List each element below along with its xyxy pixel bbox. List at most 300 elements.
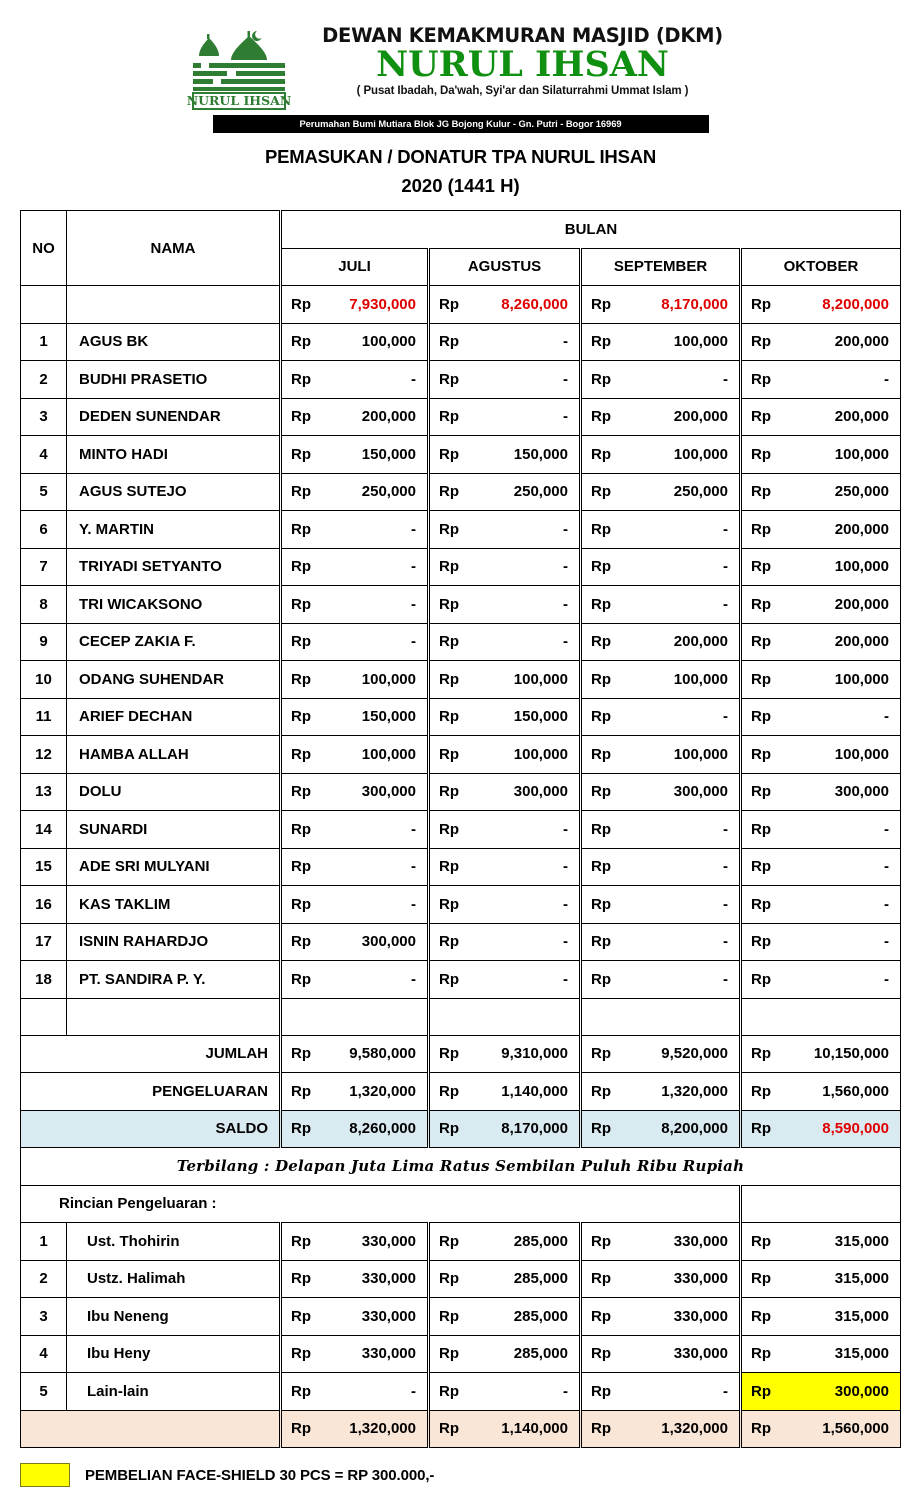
currency-symbol: Rp — [741, 586, 777, 624]
currency-symbol: Rp — [581, 1073, 617, 1111]
currency-symbol: Rp — [741, 361, 777, 399]
finance-table-body — [21, 211, 901, 1448]
amount-cell: 100,000 — [617, 736, 741, 774]
amount-cell: 1,320,000 — [317, 1073, 429, 1111]
row-no: 1 — [21, 323, 67, 361]
currency-symbol: Rp — [281, 323, 317, 361]
currency-symbol: Rp — [741, 1260, 777, 1298]
table-row — [21, 361, 901, 399]
table-row — [21, 473, 901, 511]
table-row — [21, 811, 901, 849]
amount-cell: 250,000 — [617, 473, 741, 511]
header-month: JULI — [281, 248, 429, 286]
table-row — [21, 511, 901, 549]
amount-cell: 8,590,000 — [777, 1110, 901, 1148]
logo-caption: NURUL IHSAN — [186, 93, 291, 108]
currency-symbol: Rp — [429, 698, 465, 736]
header-no: NO — [21, 211, 67, 286]
currency-symbol: Rp — [741, 436, 777, 474]
currency-symbol: Rp — [581, 1373, 617, 1411]
amount-cell: - — [465, 886, 581, 924]
amount-cell: 330,000 — [317, 1223, 429, 1261]
address-bar: Perumahan Bumi Mutiara Blok JG Bojong Kulur - Gn. Putri - Bogor 16969 — [213, 115, 709, 133]
row-nama: Ibu Neneng — [67, 1298, 281, 1336]
amount-cell: - — [777, 923, 901, 961]
currency-symbol — [281, 998, 317, 1035]
amount-cell: 8,170,000 — [617, 286, 741, 324]
currency-symbol: Rp — [429, 848, 465, 886]
amount-cell: - — [317, 886, 429, 924]
amount-cell: 250,000 — [317, 473, 429, 511]
finance-table — [20, 210, 901, 1448]
row-nama: HAMBA ALLAH — [67, 736, 281, 774]
amount-cell: 315,000 — [777, 1260, 901, 1298]
amount-cell: 10,150,000 — [777, 1035, 901, 1073]
amount-cell: - — [777, 698, 901, 736]
currency-symbol: Rp — [581, 661, 617, 699]
amount-cell — [317, 998, 429, 1035]
amount-cell: - — [617, 1373, 741, 1411]
row-nama: ADE SRI MULYANI — [67, 848, 281, 886]
row-no: 18 — [21, 961, 67, 999]
row-nama: ARIEF DECHAN — [67, 698, 281, 736]
amount-cell: 200,000 — [777, 623, 901, 661]
currency-symbol: Rp — [741, 1110, 777, 1148]
amount-cell: 1,320,000 — [617, 1073, 741, 1111]
row-no: 3 — [21, 398, 67, 436]
currency-symbol: Rp — [741, 398, 777, 436]
rincian-row — [21, 1185, 901, 1223]
amount-cell: - — [465, 923, 581, 961]
currency-symbol: Rp — [581, 923, 617, 961]
summary-label: PENGELUARAN — [21, 1073, 281, 1111]
currency-symbol: Rp — [741, 773, 777, 811]
amount-cell: - — [777, 961, 901, 999]
amount-cell: 100,000 — [617, 661, 741, 699]
currency-symbol: Rp — [741, 886, 777, 924]
amount-cell: 300,000 — [465, 773, 581, 811]
currency-symbol: Rp — [581, 473, 617, 511]
amount-cell: - — [317, 623, 429, 661]
amount-cell: 285,000 — [465, 1260, 581, 1298]
currency-symbol: Rp — [281, 623, 317, 661]
amount-cell: 315,000 — [777, 1298, 901, 1336]
currency-symbol: Rp — [741, 1335, 777, 1373]
amount-cell: - — [465, 848, 581, 886]
amount-cell: - — [317, 1373, 429, 1411]
currency-symbol: Rp — [281, 811, 317, 849]
amount-cell: 100,000 — [465, 661, 581, 699]
currency-symbol: Rp — [281, 1110, 317, 1148]
row-no: 2 — [21, 1260, 67, 1298]
table-row — [21, 923, 901, 961]
expense-row — [21, 1298, 901, 1336]
amount-cell: - — [777, 361, 901, 399]
header-month: AGUSTUS — [429, 248, 581, 286]
currency-symbol: Rp — [581, 773, 617, 811]
currency-symbol: Rp — [741, 548, 777, 586]
currency-symbol: Rp — [581, 886, 617, 924]
row-no: 15 — [21, 848, 67, 886]
amount-cell: 330,000 — [617, 1298, 741, 1336]
amount-cell: 100,000 — [777, 661, 901, 699]
currency-symbol: Rp — [281, 398, 317, 436]
summary-row — [21, 1035, 901, 1073]
currency-symbol: Rp — [581, 361, 617, 399]
amount-cell: 330,000 — [617, 1223, 741, 1261]
row-no — [21, 286, 67, 324]
currency-symbol: Rp — [581, 511, 617, 549]
row-nama: PT. SANDIRA P. Y. — [67, 961, 281, 999]
amount-cell: 8,200,000 — [617, 1110, 741, 1148]
amount-cell: - — [617, 586, 741, 624]
row-no — [21, 998, 67, 1035]
currency-symbol: Rp — [741, 1035, 777, 1073]
row-no: 17 — [21, 923, 67, 961]
currency-symbol: Rp — [741, 1073, 777, 1111]
amount-cell: - — [317, 361, 429, 399]
row-no: 4 — [21, 436, 67, 474]
amount-cell: - — [465, 511, 581, 549]
currency-symbol: Rp — [281, 511, 317, 549]
amount-cell: 300,000 — [317, 923, 429, 961]
row-nama: KAS TAKLIM — [67, 886, 281, 924]
amount-cell: - — [317, 848, 429, 886]
currency-symbol: Rp — [429, 1110, 465, 1148]
row-no: 5 — [21, 1373, 67, 1411]
currency-symbol: Rp — [429, 323, 465, 361]
amount-cell: - — [617, 811, 741, 849]
table-row — [21, 773, 901, 811]
amount-cell: 1,320,000 — [317, 1410, 429, 1448]
amount-cell: 8,260,000 — [317, 1110, 429, 1148]
currency-symbol: Rp — [281, 473, 317, 511]
row-nama — [67, 286, 281, 324]
expense-row — [21, 1373, 901, 1411]
amount-cell: 330,000 — [617, 1260, 741, 1298]
row-no: 14 — [21, 811, 67, 849]
amount-cell: 300,000 — [317, 773, 429, 811]
amount-cell: 200,000 — [617, 398, 741, 436]
amount-cell: 330,000 — [317, 1335, 429, 1373]
table-row — [21, 886, 901, 924]
currency-symbol: Rp — [741, 473, 777, 511]
rincian-spacer — [741, 1185, 901, 1223]
row-nama — [67, 998, 281, 1035]
row-nama: SUNARDI — [67, 811, 281, 849]
row-no: 13 — [21, 773, 67, 811]
currency-symbol: Rp — [741, 1373, 777, 1411]
amount-cell: 285,000 — [465, 1298, 581, 1336]
amount-cell: 1,140,000 — [465, 1073, 581, 1111]
row-no: 8 — [21, 586, 67, 624]
amount-cell: 8,200,000 — [777, 286, 901, 324]
currency-symbol — [581, 998, 617, 1035]
amount-cell: 150,000 — [317, 698, 429, 736]
row-nama: Ust. Thohirin — [67, 1223, 281, 1261]
amount-cell: - — [777, 811, 901, 849]
expense-total-row — [21, 1410, 901, 1448]
currency-symbol: Rp — [581, 1223, 617, 1261]
currency-symbol: Rp — [429, 511, 465, 549]
currency-symbol: Rp — [429, 661, 465, 699]
page-subtitle: 2020 (1441 H) — [401, 175, 520, 196]
currency-symbol: Rp — [741, 1410, 777, 1448]
row-no: 1 — [21, 1223, 67, 1261]
header-month: OKTOBER — [741, 248, 901, 286]
amount-cell: 200,000 — [317, 398, 429, 436]
terbilang-row — [21, 1148, 901, 1186]
currency-symbol: Rp — [281, 586, 317, 624]
amount-cell: 1,560,000 — [777, 1410, 901, 1448]
row-nama: Y. MARTIN — [67, 511, 281, 549]
amount-cell: 100,000 — [777, 436, 901, 474]
table-row — [21, 661, 901, 699]
row-no: 2 — [21, 361, 67, 399]
currency-symbol: Rp — [741, 323, 777, 361]
currency-symbol: Rp — [429, 923, 465, 961]
currency-symbol: Rp — [581, 811, 617, 849]
currency-symbol: Rp — [429, 1035, 465, 1073]
row-nama: AGUS BK — [67, 323, 281, 361]
currency-symbol: Rp — [429, 1223, 465, 1261]
currency-symbol — [429, 998, 465, 1035]
amount-cell: 100,000 — [317, 661, 429, 699]
currency-symbol: Rp — [429, 811, 465, 849]
currency-symbol: Rp — [281, 1260, 317, 1298]
currency-symbol: Rp — [581, 398, 617, 436]
row-no: 3 — [21, 1298, 67, 1336]
amount-cell: 9,520,000 — [617, 1035, 741, 1073]
amount-cell: 300,000 — [617, 773, 741, 811]
amount-cell: - — [465, 961, 581, 999]
currency-symbol: Rp — [429, 623, 465, 661]
amount-cell: - — [317, 811, 429, 849]
amount-cell: - — [317, 961, 429, 999]
amount-cell: 100,000 — [617, 436, 741, 474]
currency-symbol: Rp — [429, 1373, 465, 1411]
terbilang-text: Terbilang : Delapan Juta Lima Ratus Sembilan Puluh Ribu Rupiah — [21, 1148, 901, 1186]
currency-symbol: Rp — [741, 811, 777, 849]
amount-cell: 9,580,000 — [317, 1035, 429, 1073]
currency-symbol: Rp — [741, 286, 777, 324]
table-row — [21, 398, 901, 436]
currency-symbol: Rp — [581, 1335, 617, 1373]
header-month: SEPTEMBER — [581, 248, 741, 286]
amount-cell: - — [617, 923, 741, 961]
amount-cell: - — [465, 398, 581, 436]
currency-symbol: Rp — [581, 1110, 617, 1148]
amount-cell: - — [777, 886, 901, 924]
letterhead — [0, 0, 921, 112]
amount-cell: 150,000 — [465, 698, 581, 736]
row-no: 6 — [21, 511, 67, 549]
currency-symbol: Rp — [741, 961, 777, 999]
header-bulan: BULAN — [281, 211, 901, 249]
amount-cell: 8,170,000 — [465, 1110, 581, 1148]
row-no: 5 — [21, 473, 67, 511]
amount-cell: 285,000 — [465, 1335, 581, 1373]
currency-symbol: Rp — [741, 698, 777, 736]
table-row — [21, 436, 901, 474]
amount-cell: 200,000 — [777, 323, 901, 361]
table-row — [21, 736, 901, 774]
row-nama: AGUS SUTEJO — [67, 473, 281, 511]
amount-cell: 330,000 — [317, 1260, 429, 1298]
currency-symbol: Rp — [429, 436, 465, 474]
amount-cell: - — [317, 548, 429, 586]
currency-symbol: Rp — [281, 1298, 317, 1336]
amount-cell: 100,000 — [317, 736, 429, 774]
currency-symbol: Rp — [741, 923, 777, 961]
row-nama: BUDHI PRASETIO — [67, 361, 281, 399]
amount-cell: 100,000 — [465, 736, 581, 774]
expense-row — [21, 1223, 901, 1261]
summary-label: SALDO — [21, 1110, 281, 1148]
mosque-logo-icon — [183, 26, 295, 112]
currency-symbol: Rp — [581, 698, 617, 736]
amount-cell: 250,000 — [777, 473, 901, 511]
currency-symbol: Rp — [281, 1035, 317, 1073]
mosque-logo — [183, 26, 295, 112]
row-nama: DEDEN SUNENDAR — [67, 398, 281, 436]
amount-cell: 100,000 — [617, 323, 741, 361]
amount-cell: - — [317, 586, 429, 624]
currency-symbol: Rp — [741, 736, 777, 774]
summary-row — [21, 1110, 901, 1148]
currency-symbol: Rp — [281, 661, 317, 699]
amount-cell: - — [317, 511, 429, 549]
currency-symbol: Rp — [281, 773, 317, 811]
currency-symbol: Rp — [281, 1410, 317, 1448]
rincian-label: Rincian Pengeluaran : — [21, 1185, 741, 1223]
row-nama: ODANG SUHENDAR — [67, 661, 281, 699]
amount-cell: 200,000 — [777, 586, 901, 624]
row-no: 9 — [21, 623, 67, 661]
row-no: 11 — [21, 698, 67, 736]
currency-symbol: Rp — [581, 736, 617, 774]
amount-cell: 315,000 — [777, 1335, 901, 1373]
amount-cell — [777, 998, 901, 1035]
currency-symbol: Rp — [281, 286, 317, 324]
amount-cell: - — [465, 811, 581, 849]
amount-cell: 9,310,000 — [465, 1035, 581, 1073]
currency-symbol: Rp — [741, 661, 777, 699]
amount-cell: - — [465, 361, 581, 399]
currency-symbol: Rp — [581, 1035, 617, 1073]
currency-symbol: Rp — [741, 1298, 777, 1336]
row-nama: Ibu Heny — [67, 1335, 281, 1373]
currency-symbol: Rp — [581, 961, 617, 999]
currency-symbol: Rp — [581, 1410, 617, 1448]
currency-symbol: Rp — [581, 623, 617, 661]
amount-cell: 150,000 — [317, 436, 429, 474]
row-no: 16 — [21, 886, 67, 924]
currency-symbol: Rp — [581, 548, 617, 586]
currency-symbol: Rp — [281, 923, 317, 961]
currency-symbol — [741, 998, 777, 1035]
amount-cell: 200,000 — [777, 398, 901, 436]
row-nama: CECEP ZAKIA F. — [67, 623, 281, 661]
expense-total-label — [21, 1410, 281, 1448]
amount-cell: 8,260,000 — [465, 286, 581, 324]
expense-row — [21, 1260, 901, 1298]
currency-symbol: Rp — [741, 623, 777, 661]
currency-symbol: Rp — [581, 848, 617, 886]
currency-symbol: Rp — [281, 1223, 317, 1261]
table-row — [21, 698, 901, 736]
table-row — [21, 586, 901, 624]
currency-symbol: Rp — [281, 361, 317, 399]
spacer-row — [21, 998, 901, 1035]
summary-label: JUMLAH — [21, 1035, 281, 1073]
amount-cell — [617, 998, 741, 1035]
amount-cell: - — [617, 511, 741, 549]
page-title: PEMASUKAN / DONATUR TPA NURUL IHSAN — [264, 146, 657, 167]
currency-symbol: Rp — [429, 548, 465, 586]
row-no: 4 — [21, 1335, 67, 1373]
opening-balance-row — [21, 286, 901, 324]
currency-symbol: Rp — [281, 698, 317, 736]
row-nama: TRI WICAKSONO — [67, 586, 281, 624]
currency-symbol: Rp — [429, 473, 465, 511]
amount-cell: 300,000 — [777, 773, 901, 811]
amount-cell: 200,000 — [617, 623, 741, 661]
amount-cell: 315,000 — [777, 1223, 901, 1261]
currency-symbol: Rp — [281, 548, 317, 586]
amount-cell: - — [617, 848, 741, 886]
currency-symbol: Rp — [281, 436, 317, 474]
currency-symbol: Rp — [581, 436, 617, 474]
row-nama: Lain-lain — [67, 1373, 281, 1411]
row-nama: MINTO HADI — [67, 436, 281, 474]
amount-cell: 150,000 — [465, 436, 581, 474]
amount-cell — [465, 998, 581, 1035]
amount-cell: - — [617, 698, 741, 736]
amount-cell: 330,000 — [617, 1335, 741, 1373]
table-row — [21, 548, 901, 586]
amount-cell: - — [465, 623, 581, 661]
currency-symbol: Rp — [281, 961, 317, 999]
currency-symbol: Rp — [281, 848, 317, 886]
amount-cell: 285,000 — [465, 1223, 581, 1261]
legend-note: PEMBELIAN FACE-SHIELD 30 PCS = RP 300.000,- — [85, 1466, 435, 1484]
currency-symbol: Rp — [741, 511, 777, 549]
table-row — [21, 848, 901, 886]
currency-symbol: Rp — [581, 286, 617, 324]
currency-symbol: Rp — [429, 586, 465, 624]
currency-symbol: Rp — [581, 323, 617, 361]
currency-symbol: Rp — [741, 1223, 777, 1261]
row-no: 7 — [21, 548, 67, 586]
org-name-line1: DEWAN KEMAKMURAN MASJID (DKM) — [322, 24, 723, 47]
row-nama: DOLU — [67, 773, 281, 811]
amount-cell: 330,000 — [317, 1298, 429, 1336]
currency-symbol: Rp — [429, 1073, 465, 1111]
amount-cell: - — [465, 1373, 581, 1411]
currency-symbol: Rp — [429, 1260, 465, 1298]
row-nama: TRIYADI SETYANTO — [67, 548, 281, 586]
amount-cell: - — [617, 961, 741, 999]
amount-cell: 200,000 — [777, 511, 901, 549]
amount-cell: 250,000 — [465, 473, 581, 511]
summary-row — [21, 1073, 901, 1111]
amount-cell: - — [465, 586, 581, 624]
currency-symbol: Rp — [581, 1298, 617, 1336]
row-nama: Ustz. Halimah — [67, 1260, 281, 1298]
legend-color-swatch — [20, 1463, 70, 1487]
currency-symbol: Rp — [429, 961, 465, 999]
